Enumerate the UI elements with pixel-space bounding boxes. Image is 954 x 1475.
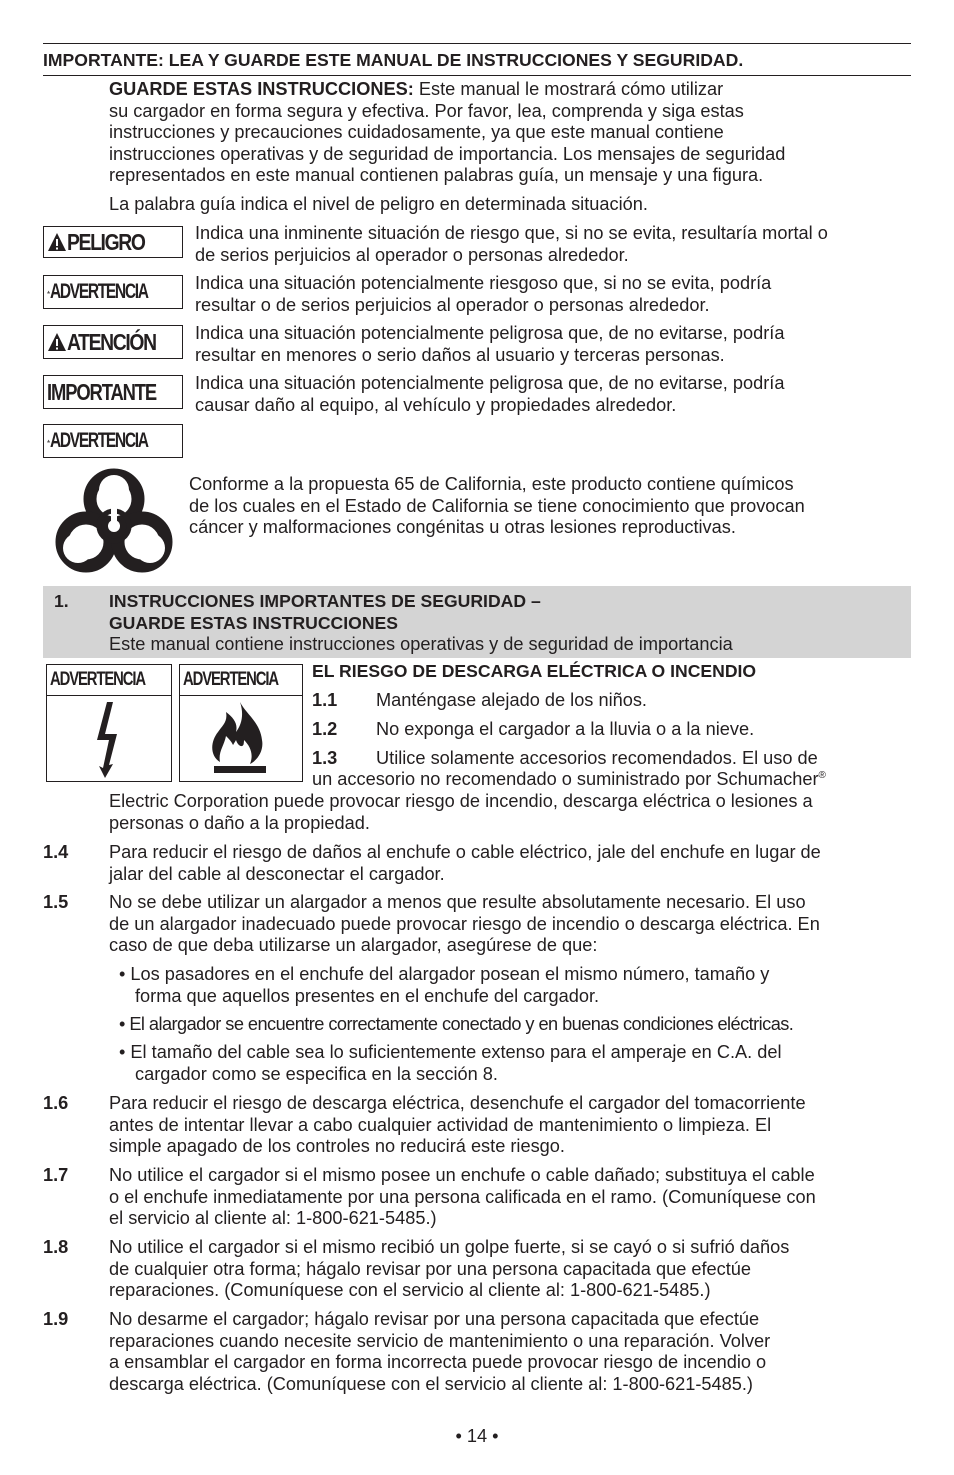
item-1-3-line-1: Utilice solamente accesorios recomendados. El uso de: [376, 748, 818, 768]
item-1-2-text: No exponga el cargador a la lluvia o a la nieve.: [376, 719, 755, 739]
atencion-description: Indica una situación potencialmente peligrosa que, de no evitarse, podría resultar en menores o serio daños al usuario y terceras personas.: [195, 323, 785, 365]
warning-triangle-icon: [47, 232, 67, 252]
importante-description: Indica una situación potencialmente peligrosa que, de no evitarse, podría causar daño al equipo, al vehículo y propiedades alrededor.: [195, 373, 785, 415]
signal-word-note: La palabra guía indica el nivel de peligro en determinada situación.: [109, 194, 648, 214]
item-1-8-text: No utilice el cargador si el mismo recibió un golpe fuerte, si se cayó o si sufrió daños de cualquier otra forma; hágalo revisar por una persona capacitada que efectúe reparaciones. (Comuníquese con el servicio al cliente al: 1-800-621-5485.): [109, 1237, 790, 1301]
peligro-description: Indica una inminente situación de riesgo que, si no se evita, resultaría mortal o de serios perjuicios al operador o personas alrededor.: [195, 223, 828, 265]
item-1-3-number: 1.3: [312, 748, 338, 768]
electric-shock-icon: [47, 696, 170, 780]
header-rule: [43, 75, 911, 76]
intro-line-3: instrucciones y precauciones cuidadosamente, ya que este manual contiene: [109, 122, 724, 143]
item-1-9-text: No desarme el cargador; hágalo revisar por una persona capacitada que efectúe reparaciones cuando necesite servicio de mantenimiento o una reparación. Volver a ensamblar el cargador en forma incorrecta puede provocar riesgo de incendio o descarga eléctrica. (Comuníquese con el servicio al cliente al: 1-800-621-5485.): [109, 1309, 771, 1394]
prop65-text: Conforme a la propuesta 65 de California, este producto contiene químicos de los cuales en el Estado de California se tiene conocimiento que provocan cáncer y malformaciones congénitas u otras lesiones reproductivas.: [189, 474, 805, 538]
biohazard-icon: [53, 468, 175, 578]
item-1-5-text: No se debe utilizar un alargador a menos que resulte absolutamente necesario. El uso de un alargador inadecuado puede provocar riesgo de incendio o descarga eléctrica. En caso de que deba utilizarse un alargador, asegúrese de que:: [109, 892, 820, 956]
section-1-title: INSTRUCCIONES IMPORTANTES DE SEGURIDAD – GUARDE ESTAS INSTRUCCIONES Este manual contiene instrucciones operativas y de seguridad de importancia: [109, 591, 733, 655]
item-1-1-text: Manténgase alejado de los niños.: [376, 690, 647, 710]
list-item: • El tamaño del cable sea lo suficientemente extenso para el amperaje en C.A. del cargador como se especifica en la sección 8.: [119, 1042, 782, 1084]
intro-paragraph: [109, 79, 911, 187]
risk-heading: EL RIESGO DE DESCARGA ELÉCTRICA O INCENDIO: [312, 661, 757, 681]
fire-icon: [180, 696, 301, 780]
peligro-label: PELIGRO: [43, 226, 183, 258]
top-rule: [43, 43, 911, 44]
list-item: • El alargador se encuentre correctamente conectado y en buenas condiciones eléctricas.: [119, 1014, 794, 1034]
section-1-number: 1.: [54, 591, 69, 611]
item-1-3-continuation: Electric Corporation puede provocar riesgo de incendio, descarga eléctrica o lesiones a personas o daño a la propiedad.: [109, 791, 813, 833]
item-1-6-number: 1.6: [43, 1093, 69, 1113]
intro-line-4: instrucciones operativas y de seguridad de importancia. Los mensajes de seguridad: [109, 143, 786, 164]
fire-warning-box: ADVERTENCIA: [179, 664, 303, 782]
item-1-7-text: No utilice el cargador si el mismo posee un enchufe o cable dañado; substituya el cable o el enchufe inmediatamente por una persona calificada en el ramo. (Comuníquese con el servicio al cliente al: 1-800-621-5485.): [109, 1165, 816, 1229]
intro-line-5: representados en este manual contienen palabras guía, un mensaje y una figura.: [109, 165, 764, 186]
page-number: • 14 •: [455, 1426, 499, 1446]
intro-bold-lead: GUARDE ESTAS INSTRUCCIONES:: [109, 79, 414, 99]
item-1-2-number: 1.2: [312, 719, 338, 739]
item-1-1-number: 1.1: [312, 690, 338, 710]
item-1-6-text: Para reducir el riesgo de descarga eléctrica, desenchufe el cargador del tomacorriente antes de intentar llevar a cabo cualquier actividad de mantenimiento o limpieza. El simple apagado de los controles no reducirá este riesgo.: [109, 1093, 806, 1157]
atencion-label: ATENCIÓN: [43, 325, 183, 359]
warning-triangle-icon: [47, 332, 67, 352]
item-1-5-number: 1.5: [43, 892, 69, 912]
item-1-9-number: 1.9: [43, 1309, 69, 1329]
page-header-title: IMPORTANTE: LEA Y GUARDE ESTE MANUAL DE INSTRUCCIONES Y SEGURIDAD.: [43, 50, 744, 70]
advertencia-label: ADVERTENCIA: [43, 275, 183, 309]
item-1-8-number: 1.8: [43, 1237, 69, 1257]
intro-line-2: su cargador en forma segura y efectiva. Por favor, lea, comprenda y siga estas: [109, 100, 744, 121]
list-item: • Los pasadores en el enchufe del alargador posean el mismo número, tamaño y forma que aquellos presentes en el enchufe del cargador.: [119, 964, 770, 1006]
electric-shock-warning-box: ADVERTENCIA: [46, 664, 172, 782]
item-1-4-text: Para reducir el riesgo de daños al enchufe o cable eléctrico, jale del enchufe en lugar de jalar del cable al desconectar el cargador.: [109, 842, 821, 884]
advertencia-description: Indica una situación potencialmente riesgoso que, si no se evita, podría resultar o de serios perjuicios al operador o personas alrededor.: [195, 273, 772, 315]
intro-line-1: Este manual le mostrará cómo utilizar: [413, 79, 724, 99]
item-1-7-number: 1.7: [43, 1165, 69, 1185]
importante-label: IMPORTANTE: [43, 375, 183, 409]
advertencia-prop65-label: ADVERTENCIA: [43, 424, 183, 458]
item-1-3-line-2: un accesorio no recomendado o suministrado por Schumacher®: [312, 769, 826, 789]
item-1-4-number: 1.4: [43, 842, 69, 862]
